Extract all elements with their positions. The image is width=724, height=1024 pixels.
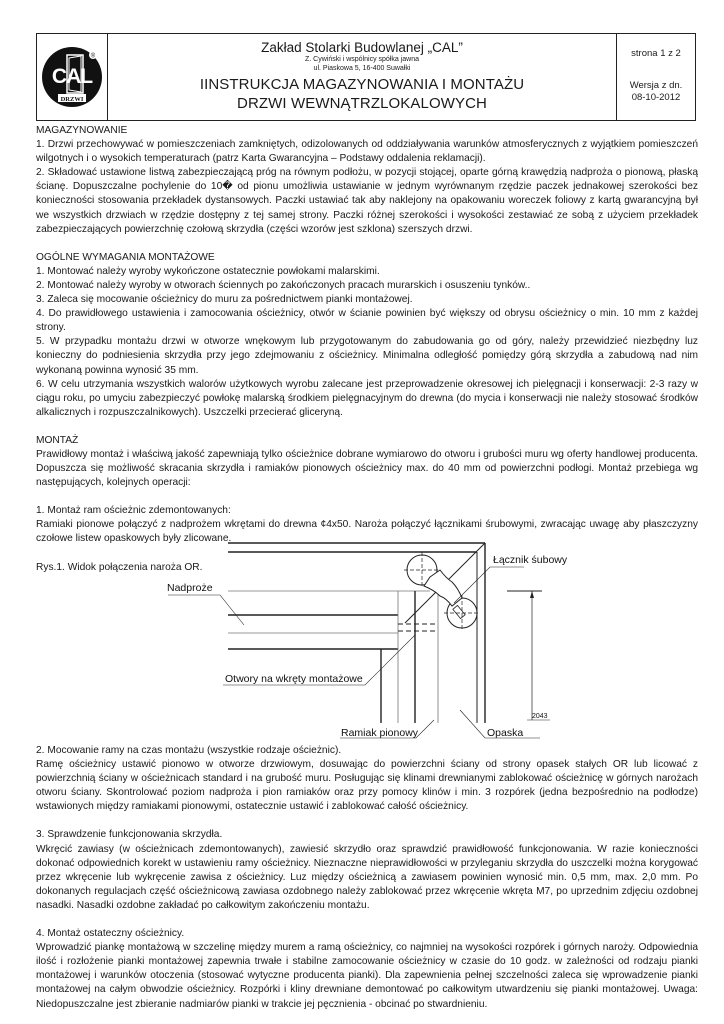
step2-text: Ramę ościeżnicy ustawić pionowo w otworze drzwiowym, dosuwając do powierzchni ściany od strony opasek stałych OR lub licować z powierzchnią ściany w ościeżnicach standard i na grubość muru. Posługując się klinami drewnianymi zablokować ościeżnicę w górnych narożach otworu ściany. Skontrolować poziom nadproża i pion ramiaków oraz przy pomocy klinów i min. 3 rozpórek (jedna bezpośrednio na podłodze) wstawionych między ramiakami pionowymi, ostatecznie ustawić i zablokować całość ościeżnicy. (36, 759, 698, 813)
label-screw-holes: Otwory na wkręty montażowe (225, 673, 363, 685)
assembly-intro: Prawidłowy montaż i właściwą jakość zapewniają tylko ościeżnice dobrane wymiarowo do otworu i grubości muru wg oferty handlowej producenta. Dopuszcza się możliwość skracania skrzydła i ramiaków pionowych ościeżnicy max. do 40 mm od powierzchni podłogi. Montaż przebiega wg następujących, kolejnych operacji: (36, 448, 698, 489)
step4-title: 4. Montaż ostateczny ościeżnicy. (36, 928, 185, 940)
storage-paragraph-1: 1. Drzwi przechowywać w pomieszczeniach zamkniętych, odizolowanych od oddziaływania warunków atmosferycznych z wyjątkiem pomieszczeń wilgotnych i o wysokich temperaturach (patrz Karta Gwarancyjna – Podstawy oddalenia reklamacji). (36, 139, 698, 165)
company-address: ul. Piaskowa 5, 16-400 Suwałki (313, 65, 411, 72)
document-header (36, 33, 696, 121)
document-body-continued (36, 744, 698, 1012)
svg-text:DRZWI: DRZWI (60, 96, 84, 103)
header-title-block (108, 34, 617, 120)
step4-text: Wprowadzić piankę montażową w szczelinę między murem a ramą ościeżnicy, co najmniej na wysokości rozpórek i górnych naroży. Odpowiednia ilość i rozłożenie pianki montażowej zapewnia trwałe i stabilne zamocowanie ościeżnicy w czasie do 10 godz. w zależności od rodzaju pianki montażowej i warunków otoczenia (stosować wytyczne producenta pianki). Dla zapewnienia pełnej szczelności zaleca się wprowadzenie pianki montażowej na całym obwodzie ościeżnicy. Rozpórki i kliny drewniane demontować po całkowitym utwardzeniu się pianki montażowej. Uwaga: Niedopuszczalne jest zbieranie nadmiarów pianki w trakcie jej pęcznienia - obcinać po stwardnieniu. (36, 942, 698, 1010)
label-lintel: Nadproże (167, 582, 213, 594)
corner-joint-diagram (140, 540, 590, 745)
general-item: 4. Do prawidłowego ustawienia i zamocowania ościeżnicy, otwór w ścianie powinien być większy od obrysu ościeżnicy o min. 10 mm z każdej strony. (36, 308, 698, 334)
company-name: Zakład Stolarki Budowlanej „CAL” (261, 40, 463, 55)
dimension-arrow (530, 591, 534, 598)
svg-text:®: ® (90, 53, 96, 60)
general-item: 5. W przypadku montażu drzwi w otworze wnękowym lub przygotowanym do zabudowania go od góry, należy przewidzieć niezbędny luz konieczny do podniesienia skrzydła przy jego zdejmowaniu z ościeżnicy. Minimalna odległość pomiędzy górą skrzydła a zabudową nad nim wykonaną powinna wynosić 35 mm. (36, 336, 698, 376)
section-heading-general: OGÓLNE WYMAGANIA MONTAŻOWE (36, 251, 215, 263)
header-meta (617, 34, 695, 120)
leader-connector (454, 567, 524, 603)
general-item: 3. Zaleca się mocowanie ościeżnicy do muru za pośrednictwem pianki montażowej. (36, 294, 413, 306)
svg-text:CAL: CAL (51, 65, 93, 88)
step3-title: 3. Sprawdzenie funkcjonowania skrzydła. (36, 829, 223, 841)
document-title-line1: IINSTRUKCJA MAGAZYNOWANIA I MONTAŻU (199, 76, 525, 93)
corner-joint-drawing (140, 540, 590, 745)
label-casing: Opaska (487, 727, 524, 739)
cal-logo-icon (41, 46, 103, 108)
label-connector: Łącznik śubowy (493, 554, 568, 566)
step1-text: Ramiaki pionowe połączyć z nadprożem wkrętami do drewna ¢4x50. Naroża połączyć łącznikami śrubowymi, zwracając uwagę aby płaszczyzny czołowe listew opaskowych były zlicowane. (36, 519, 698, 545)
document-title-line2: DRZWI WEWNĄTRZLOKALOWYCH (237, 95, 487, 112)
general-item: 6. W celu utrzymania wszystkich walorów użytkowych wyrobu zalecane jest przeprowadzenie okresowej ich pielęgnacji i konserwacji: 2-3 razy w ciągu roku, po umyciu zabezpieczyć powłokę malarską środkiem pielęgnacyjnym do drewna (do mycia i konserwacji nie należy stosować środków alkalicznych i rozpuszczalnikowych). Uszczelki przecierać gliceryną. (36, 378, 698, 418)
document-body (36, 124, 698, 575)
page-number: strona 1 z 2 (631, 48, 681, 59)
general-item: 2. Montować należy wyroby w otworach ściennych po zakończonych pracach murarskich i osuszeniu tynków.. (36, 279, 531, 291)
leader-lintel (168, 595, 244, 625)
company-logo (37, 34, 108, 120)
step1-title: 1. Montaż ram ościeżnic zdemontowanych: (36, 505, 231, 517)
storage-paragraph-2: 2. Składować ustawione listwą zabezpieczającą próg na równym podłożu, w pozycji stojącej, oparte górną krawędzią nadproża o pionową, płaską ścianę. Dopuszczalne pochylenie do 10� od pionu umożliwia ustawianie w jednym wyrównanym rzędzie paczek jednakowej szerokości bez konieczności stosowania przekładek dystansowych. Paczki ustawiać tak aby naklejony na opakowaniu woreczek foliowy z kartą gwarancyjną był we wszystkich drzwiach w rzędzie dostępny z tej samej strony. Paczki różnej szerokości i wysokości zestawiać ze sobą z użyciem przekładek zabezpieczających powierzchnię czołową skrzydła (części wzorów jest szklona) szerszych drzwi. (36, 167, 698, 235)
section-heading-assembly: MONTAŻ (36, 434, 79, 446)
company-owners: Z. Cywiński i wspólnicy spółka jawna (305, 56, 419, 63)
figure-caption: Rys.1. Widok połączenia naroża OR. (36, 561, 203, 573)
step2-title: 2. Mocowanie ramy na czas montażu (wszystkie rodzaje ościeżnic). (36, 745, 342, 756)
label-dimension: 2043 (532, 713, 548, 720)
version-label: Wersja z dn. (629, 80, 683, 91)
connector-bolt (453, 605, 465, 618)
section-heading-storage: MAGAZYNOWANIE (36, 125, 128, 136)
label-vertical-jamb: Ramiak pionowy (341, 727, 419, 739)
step3-text: Wkręcić zawiasy (w ościeżnicach zdemontowanych), zawiesić skrzydło oraz sprawdzić prawidłowość funkcjonowania. W razie konieczności dokonać odpowiednich korekt w ustawieniu ramy ościeżnicy. Nieznaczne nieprawidłowości w przyleganiu skrzydła do uszczelki można korygować przez wkręcenie lub wykręcenie zawisa z ościeżnicy. Luz między ościeżnicą a zawiasem powinien wynosić min. 0,5 mm, max. 2,0 mm. Po dokonanych regulacjach część ościeżnicową zawiasa ozdobnego należy zablokować przez wkręcenie wkręta M7, po uprzednim zdjęciu ozdobnej nasadki. Nasadki ozdobne zakładać po całkowitym zakończeniu montażu. (36, 843, 698, 911)
version-date: 08-10-2012 (631, 92, 681, 103)
general-item: 1. Montować należy wyroby wykończone ostatecznie powłokami malarskimi. (36, 265, 380, 277)
